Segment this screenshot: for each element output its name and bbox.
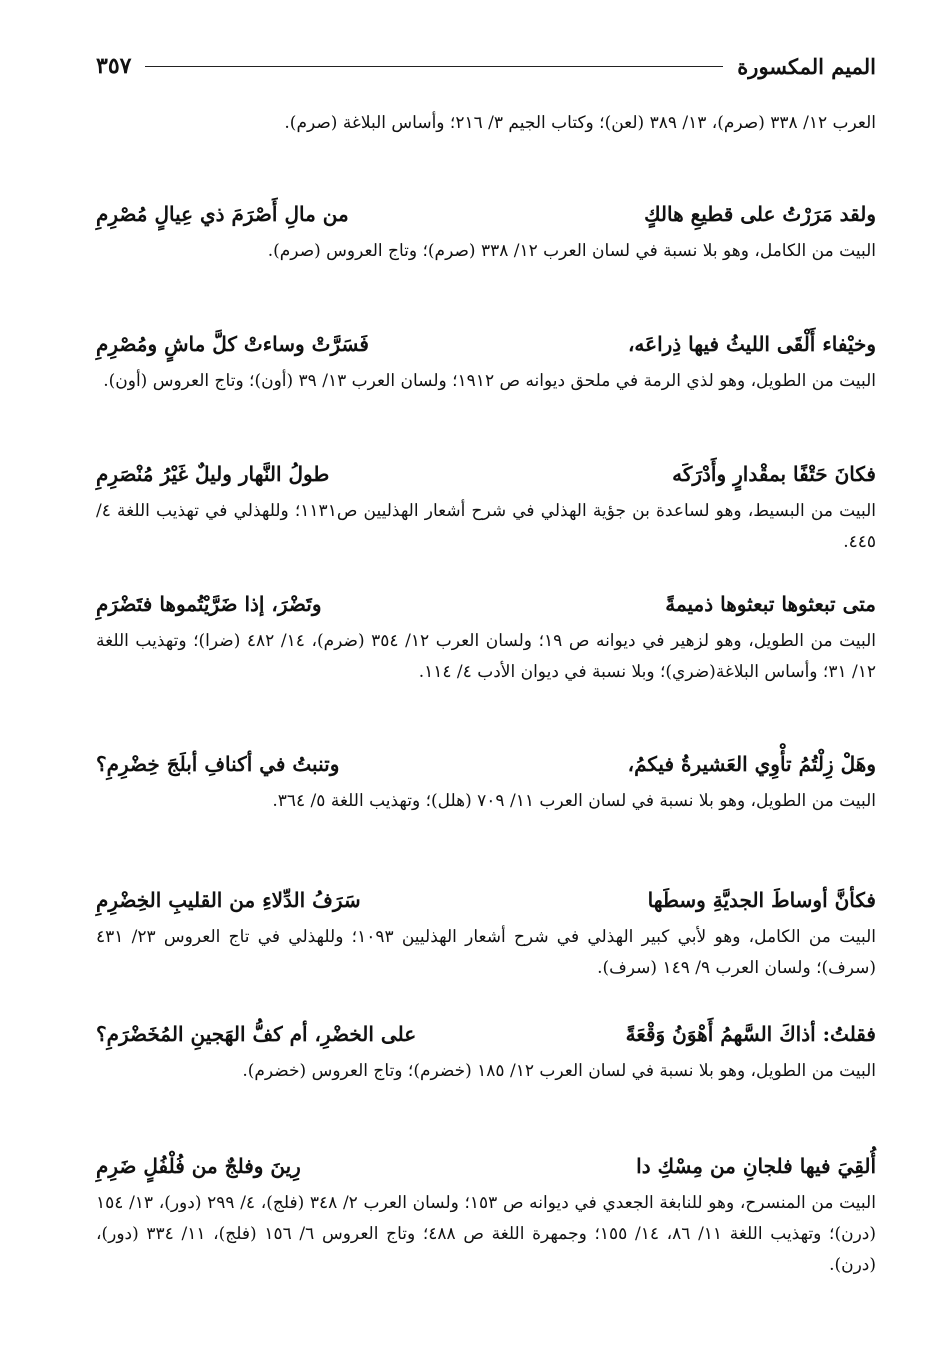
note-text: العرب ١٢/ ٣٣٨ (صرم)، ١٣/ ٣٨٩ (لعن)؛ وكتاب الجيم ٣/ ٢١٦؛ وأساس البلاغة (صرم). (284, 113, 876, 133)
verse-line (96, 582, 876, 626)
verse-first-hemistich: فكأنَّ أوساطَ الجديَّةِ وسطَها (647, 888, 876, 912)
verse-first-hemistich: وهَلْ زِلْتُمُ تأْوِي العَشيرةُ فيكمُ، (627, 752, 876, 776)
note-continuation (96, 108, 876, 139)
page-header (96, 46, 876, 86)
verse-entry (96, 878, 876, 984)
verse-first-hemistich: متى تبعثوها تبعثوها ذميمةً (665, 592, 876, 616)
verse-first-hemistich: ولقد مَرَرْتُ على قطيعِ هالكٍ (644, 202, 876, 226)
page-number: ٣٥٧ (96, 53, 132, 79)
verse-entry (96, 1012, 876, 1087)
verse-note: البيت من الطويل، وهو لزهير في ديوانه ص ١٩؛ ولسان العرب ١٢/ ٣٥٤ (ضرم)، ١٤/ ٤٨٢ (ضرا)؛ وتهذيب اللغة ١٢/ ٣١؛ وأساس البلاغة(ضري)؛ وبلا نسبة في ديوان الأدب ٤/ ١١٤. (96, 631, 876, 682)
verse-line (96, 192, 876, 236)
verse-line (96, 452, 876, 496)
header-rule (145, 66, 723, 67)
verse-second-hemistich: على الخضْرِ، أم كفُّ الهَجينِ المُخَضْرَمِ؟ (96, 1022, 417, 1046)
verse-line (96, 1012, 876, 1056)
verse-second-hemistich: سَرَفُ الدِّلاءِ من القليبِ الخِضْرِمِ (96, 888, 361, 912)
verse-first-hemistich: وخيْفاء أَلْقَى الليثُ فيها ذِراعَه، (627, 332, 876, 356)
verse-entry (96, 742, 876, 817)
verse-line (96, 322, 876, 366)
verse-note: البيت من الكامل، وهو بلا نسبة في لسان العرب ١٢/ ٣٣٨ (صرم)؛ وتاج العروس (صرم). (267, 241, 876, 261)
verse-second-hemistich: من مالِ أَصْرَمَ ذي عِيالٍ مُصْرِمِ (96, 202, 349, 226)
verse-entry (96, 582, 876, 688)
verse-line (96, 878, 876, 922)
verse-second-hemistich: رِينَ وفلجٌ من فُلْفُلٍ ضَرِمِ (96, 1154, 301, 1178)
verse-note: البيت من الطويل، وهو لذي الرمة في ملحق ديوانه ص ١٩١٢؛ ولسان العرب ١٣/ ٣٩ (أون)؛ وتاج العروس (أون). (103, 371, 876, 391)
verse-entry (96, 322, 876, 397)
verse-second-hemistich: وتنبتُ في أكنافِ أبلَجَ خِضْرِمِ؟ (96, 752, 340, 776)
verse-note: البيت من المنسرح، وهو للنابغة الجعدي في ديوانه ص ١٥٣؛ ولسان العرب ٢/ ٣٤٨ (فلج)، ٤/ ٢٩٩ (دور)، ١٣/ ١٥٤ (درن)؛ وتهذيب اللغة ١١/ ٨٦، ١٤/ ١٥٥؛ وجمهرة اللغة ص ٤٨٨؛ وتاج العروس ٦/ ١٥٦ (فلج)، ١١/ ٣٣٤ (دور)، (درن). (96, 1193, 876, 1275)
verse-second-hemistich: وتَضْرَ، إذا ضَرَّيْتُموها فتَضْرَمِ (96, 592, 322, 616)
verse-note: البيت من الكامل، وهو لأبي كبير الهذلي في شرح أشعار الهذليين ١٠٩٣؛ وللهذلي في تاج العروس ٢٣/ ٤٣١ (سرف)؛ ولسان العرب ٩/ ١٤٩ (سرف). (96, 927, 876, 978)
verse-entry (96, 1144, 876, 1281)
verse-note: البيت من الطويل، وهو بلا نسبة في لسان العرب ١١/ ٧٠٩ (هلل)؛ وتهذيب اللغة ٥/ ٣٦٤. (272, 791, 876, 811)
verse-entry (96, 192, 876, 267)
section-title: الميم المكسورة (737, 53, 876, 79)
verse-second-hemistich: طولُ النَّهار وليلٌ غَيْرُ مُنْصَرِمِ (96, 462, 330, 486)
verse-second-hemistich: فَسَرَّتْ وساءتْ كلَّ ماشٍ ومُصْرِمِ (96, 332, 369, 356)
verse-note: البيت من الطويل، وهو بلا نسبة في لسان العرب ١٢/ ١٨٥ (خضرم)؛ وتاج العروس (خضرم). (242, 1061, 876, 1081)
verse-first-hemistich: أُلقِيَ فيها فلجانِ من مِسْكِ دا (636, 1154, 876, 1178)
verse-note: البيت من البسيط، وهو لساعدة بن جؤية الهذلي في شرح أشعار الهذليين ص١١٣١؛ وللهذلي في تهذيب اللغة ٤/ ٤٤٥. (96, 501, 876, 552)
verse-first-hemistich: فكانَ حَتْفًا بمقْدارٍ وأَدْرَكَه (672, 462, 876, 486)
verse-entry (96, 452, 876, 558)
verse-line (96, 1144, 876, 1188)
verse-first-hemistich: فقلتُ: أذاكَ السَّهمُ أَهْوَنُ وَقْعَةً (625, 1022, 876, 1046)
verse-line (96, 742, 876, 786)
